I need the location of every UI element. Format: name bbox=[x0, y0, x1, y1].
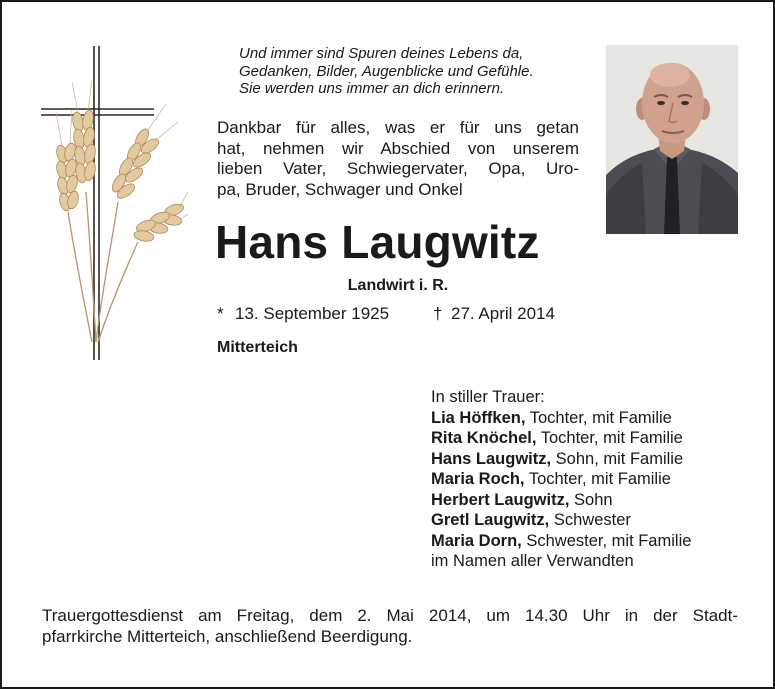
cross-with-wheat-icon bbox=[38, 42, 188, 362]
hometown: Mitterteich bbox=[217, 339, 298, 356]
death-date: 27. April 2014 bbox=[451, 304, 555, 323]
mourner-relation: Sohn bbox=[569, 490, 613, 509]
intro-text bbox=[217, 118, 579, 200]
mourner-relation: Schwester, mit Familie bbox=[521, 531, 692, 550]
mourner-entry bbox=[431, 510, 761, 531]
mourner-entry bbox=[431, 531, 761, 552]
memorial-quote bbox=[239, 45, 599, 98]
mourner-relation: Schwester bbox=[549, 511, 631, 529]
quote-line: Und immer sind Spuren deines Lebens da, bbox=[239, 45, 524, 62]
service-line: Trauergottesdienst am Freitag, dem 2. Mai 2014, um 14.30 Uhr in der Stadt- bbox=[42, 606, 738, 625]
mourner-name: Maria Roch, bbox=[431, 470, 525, 488]
intro-line: hat, nehmen wir Abschied von unserem bbox=[217, 138, 579, 158]
quote-line: Gedanken, Bilder, Augenblicke und Gefühle. bbox=[239, 62, 534, 80]
mourner-entry bbox=[431, 408, 761, 429]
mourner-relation: Tochter, mit Familie bbox=[525, 408, 672, 427]
mourners-heading: In stiller Trauer: bbox=[431, 388, 545, 406]
mourner-relation: Sohn, mit Familie bbox=[551, 449, 684, 468]
intro-line: lieben Vater, Schwiegervater, Opa, Uro- bbox=[217, 159, 579, 178]
birth-star-icon: * bbox=[217, 304, 224, 323]
death-cross-icon: † bbox=[433, 304, 443, 323]
mourner-name: Maria Dorn, bbox=[431, 531, 522, 550]
birth-date-group bbox=[217, 303, 389, 324]
mourners-closing: im Namen aller Verwandten bbox=[431, 552, 634, 570]
mourner-entry bbox=[431, 428, 761, 449]
mourner-entry bbox=[431, 449, 761, 470]
quote-line: Sie werden uns immer an dich erinnern. bbox=[239, 80, 505, 97]
mourner-relation: Tochter, mit Familie bbox=[524, 470, 671, 488]
mourner-name: Hans Laugwitz, bbox=[431, 449, 552, 468]
portrait-photo bbox=[606, 45, 738, 234]
service-line: pfarrkirche Mitterteich, anschließend Beerdigung. bbox=[42, 627, 413, 646]
mourner-name: Lia Höffken, bbox=[431, 408, 526, 427]
deceased-name: Hans Laugwitz bbox=[215, 216, 540, 268]
intro-line: pa, Bruder, Schwager und Onkel bbox=[217, 179, 463, 199]
mourners-list bbox=[431, 387, 761, 572]
mourner-name: Herbert Laugwitz, bbox=[431, 490, 570, 509]
intro-line: Dankbar für alles, was er für uns getan bbox=[217, 118, 579, 137]
mourner-name: Rita Knöchel, bbox=[431, 429, 537, 447]
mourner-name: Gretl Laugwitz, bbox=[431, 511, 550, 529]
mourner-entry bbox=[431, 490, 761, 511]
deceased-occupation: Landwirt i. R. bbox=[347, 277, 449, 294]
funeral-service-info bbox=[42, 605, 738, 647]
mourner-relation: Tochter, mit Familie bbox=[536, 429, 683, 447]
death-date-group bbox=[433, 303, 555, 324]
mourner-entry bbox=[431, 469, 761, 490]
birth-date: 13. September 1925 bbox=[235, 304, 390, 323]
